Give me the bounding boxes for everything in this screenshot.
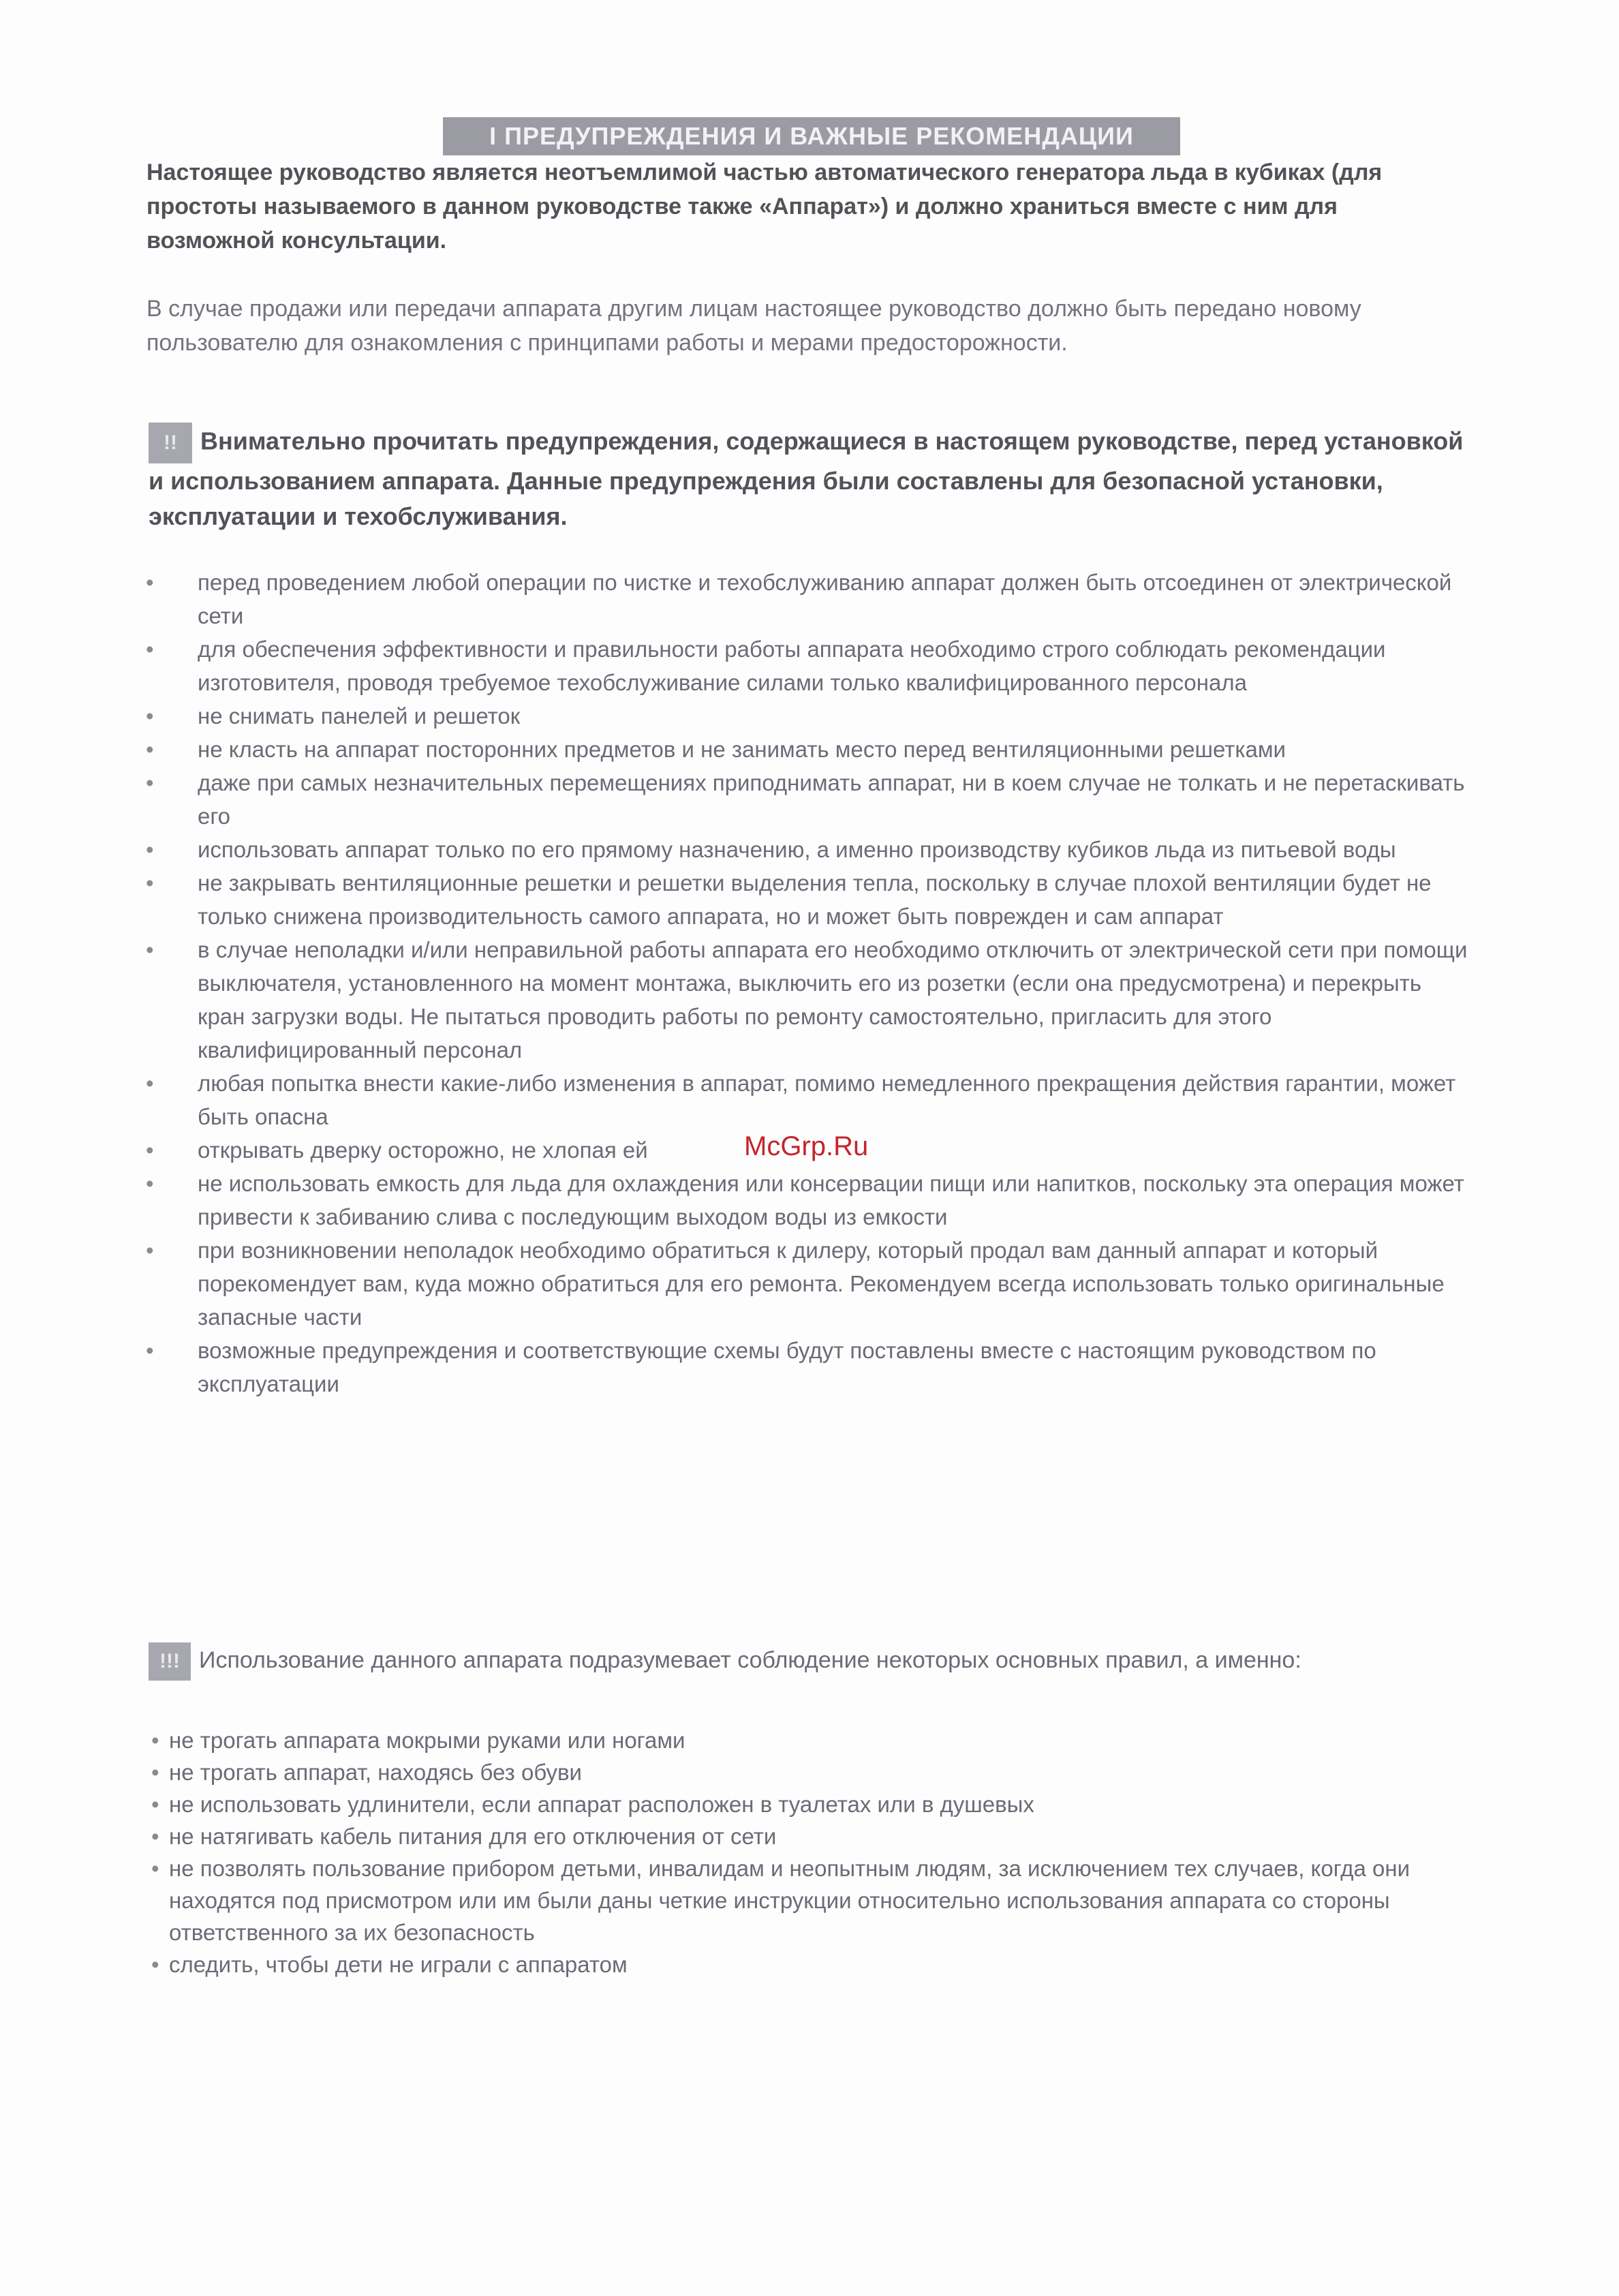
list-item: • не закрывать вентиляционные решетки и решетки выделения тепла, поскольку в случае плохой вентиляции будет не только снижена производительность самого аппарата, но и может быть поврежден и сам аппарат: [136, 866, 1472, 933]
bullet-icon: •: [151, 1856, 159, 1881]
bullet-icon: •: [146, 703, 154, 729]
page-title: I ПРЕДУПРЕЖДЕНИЯ И ВАЖНЫЕ РЕКОМЕНДАЦИИ: [443, 117, 1180, 155]
bullet-icon: •: [151, 1792, 159, 1817]
list-item: • даже при самых незначительных перемещениях приподнимать аппарат, ни в коем случае не толкать и не перетаскивать его: [136, 766, 1472, 833]
list-item: • не трогать аппарат, находясь без обуви: [149, 1756, 1484, 1788]
rules-heading: [149, 1642, 1477, 1681]
list-item: • следить, чтобы дети не играли с аппаратом: [149, 1948, 1484, 1980]
list-item: • не натягивать кабель питания для его отключения от сети: [149, 1820, 1484, 1852]
list-item: • не снимать панелей и решеток: [136, 699, 1472, 733]
list-item: • для обеспечения эффективности и правильности работы аппарата необходимо строго соблюдать рекомендации изготовителя, проводя требуемое техобслуживание силами только квалифицированного персонала: [136, 632, 1472, 699]
bullet-icon: •: [151, 1728, 159, 1753]
list-item: • не использовать емкость для льда для охлаждения или консервации пищи или напитков, поскольку эта операция может привести к забиванию слива с последующим выходом воды из емкости: [136, 1167, 1472, 1234]
bullet-icon: •: [146, 770, 154, 795]
warning-heading-text: Внимательно прочитать предупреждения, содержащиеся в настоящем руководстве, перед установкой и использованием аппарата. Данные предупреждения были составлены для безопасной установки, эксплуатации и техобслуживания.: [149, 427, 1464, 530]
list-item: • перед проведением любой операции по чистке и техобслуживанию аппарат должен быть отсоединен от электрической сети: [136, 566, 1472, 632]
bullet-icon: •: [146, 1137, 154, 1163]
bullet-icon: •: [146, 1171, 154, 1196]
list-item: • не позволять пользование прибором детьми, инвалидам и неопытным людям, за исключением тех случаев, когда они находятся под присмотром или им были даны четкие инструкции относительно использования аппарата со стороны ответственного за их безопасность: [149, 1852, 1484, 1948]
list-item: • не класть на аппарат посторонних предметов и не занимать место перед вентиляционными решетками: [136, 733, 1472, 766]
list-item: • использовать аппарат только по его прямому назначению, а именно производству кубиков льда из питьевой воды: [136, 833, 1472, 866]
bullet-icon: •: [151, 1952, 159, 1977]
list-item: • возможные предупреждения и соответствующие схемы будут поставлены вместе с настоящим руководством по эксплуатации: [136, 1334, 1472, 1400]
bullet-icon: •: [146, 870, 154, 896]
bullet-icon: •: [151, 1824, 159, 1849]
list-item: • любая попытка внести какие-либо изменения в аппарат, помимо немедленного прекращения действия гарантии, может быть опасна: [136, 1067, 1472, 1133]
sale-transfer-paragraph: В случае продажи или передачи аппарата другим лицам настоящее руководство должно быть передано новому пользователю для ознакомления с принципами работы и мерами предосторожности.: [147, 296, 1361, 356]
bullet-icon: •: [146, 570, 154, 595]
list-item: • в случае неполадки и/или неправильной работы аппарата его необходимо отключить от электрической сети при помощи выключателя, установленного на момент монтажа, выключить его из розетки (если она предусмотрена) и перекрыть кран загрузки воды. Не пытаться проводить работы по ремонту самостоятельно, пригласить для этого квалифицированный персонал: [136, 933, 1472, 1067]
bullet-icon: •: [146, 1238, 154, 1263]
list-item: • открывать дверку осторожно, не хлопая ей: [136, 1133, 1472, 1167]
bullet-icon: •: [146, 1338, 154, 1363]
rules-badge-icon: !!!: [149, 1642, 191, 1681]
warning-heading: [149, 423, 1477, 534]
rules-list: [149, 1724, 1484, 1980]
bullet-icon: •: [151, 1760, 159, 1785]
watermark: McGrp.Ru: [744, 1131, 869, 1161]
intro-paragraph: Настоящее руководство является неотъемлимой частью автоматического генератора льда в кубиках (для простоты называемого в данном руководстве также «Аппарат») и должно храниться вместе с ним для возможной консультации.: [147, 159, 1383, 254]
list-item: • не трогать аппарата мокрыми руками или ногами: [149, 1724, 1484, 1756]
bullet-icon: •: [146, 1071, 154, 1096]
rules-heading-text: Использование данного аппарата подразумевает соблюдение некоторых основных правил, а именно:: [199, 1647, 1301, 1673]
bullet-icon: •: [146, 637, 154, 662]
bullet-icon: •: [146, 937, 154, 962]
list-item: • не использовать удлинители, если аппарат расположен в туалетах или в душевых: [149, 1788, 1484, 1820]
list-item: • при возникновении неполадок необходимо обратиться к дилеру, который продал вам данный аппарат и который порекомендует вам, куда можно обратиться для его ремонта. Рекомендуем всегда использовать только оригинальные запасные части: [136, 1234, 1472, 1334]
warning-badge-icon: !!: [149, 423, 192, 463]
bullet-icon: •: [146, 737, 154, 762]
warnings-list: [136, 566, 1472, 1400]
bullet-icon: •: [146, 837, 154, 862]
